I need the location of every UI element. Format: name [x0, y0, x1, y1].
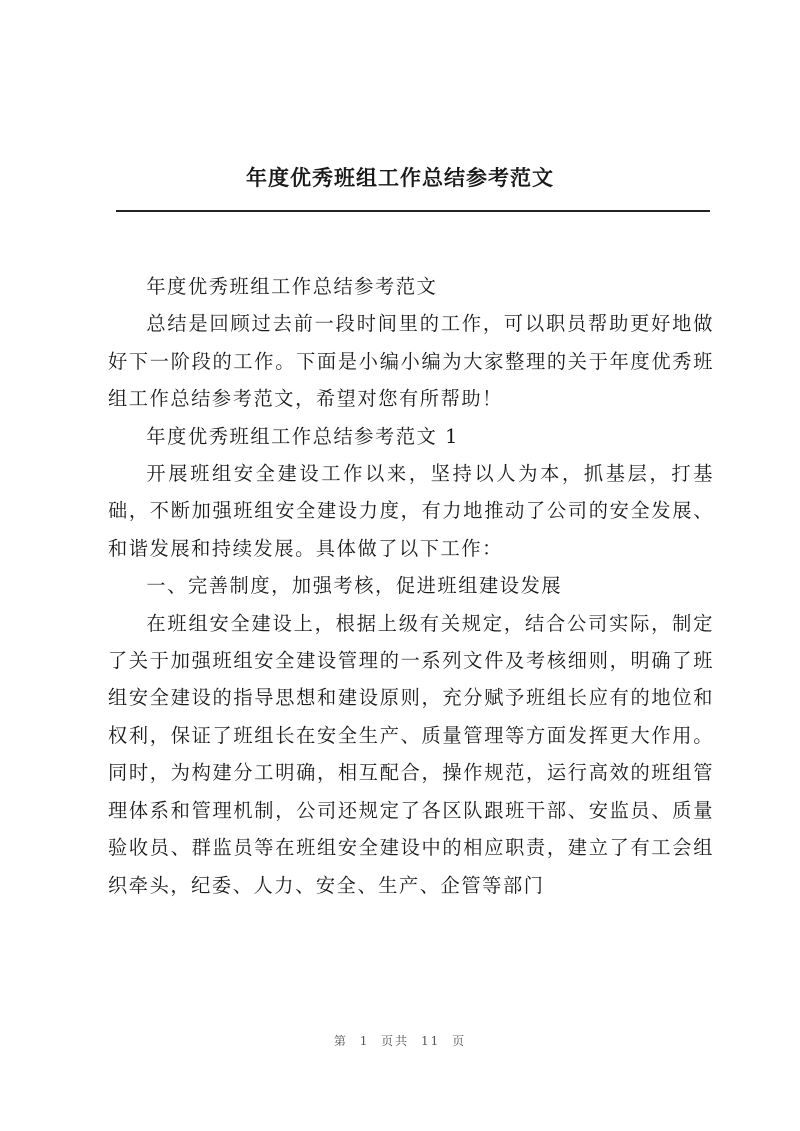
document-title: 年度优秀班组工作总结参考范文: [246, 165, 554, 190]
document-body: [108, 268, 714, 904]
paragraph-section-title: 年度优秀班组工作总结参考范文 1: [146, 424, 459, 448]
paragraph-detail: 在班组安全建设上，根据上级有关规定，结合公司实际，制定了关于加强班组安全建设管理的一系列文件及考核细则，明确了班组安全建设的指导思想和建设原则，充分赋予班组长应有的地位和权利，保证了班组长在安全生产、质量管理等方面发挥更大作用。同时，为构建分工明确，相互配合，操作规范，运行高效的班组管理体系和管理机制，公司还规定了各区队跟班干部、安监员、质量验收员、群监员等在班组安全建设中的相应职责，建立了有工会组织牵头，纪委、人力、安全、生产、企管等部门: [108, 611, 714, 897]
paragraph-subheading: 一、完善制度，加强考核，促进班组建设发展: [146, 574, 563, 598]
title-divider: [116, 210, 710, 212]
page-footer: 第 1 页共 11 页: [333, 1034, 467, 1048]
paragraph-intro: 总结是回顾过去前一段时间里的工作，可以职员帮助更好地做好下一阶段的工作。下面是小编小编为大家整理的关于年度优秀班组工作总结参考范文，希望对您有所帮助！: [108, 312, 714, 411]
paragraph-overview: 开展班组安全建设工作以来，坚持以人为本，抓基层，打基础，不断加强班组安全建设力度，有力地推动了公司的安全发展、和谐发展和持续发展。具体做了以下工作：: [108, 462, 714, 560]
paragraph-heading: 年度优秀班组工作总结参考范文: [146, 275, 438, 298]
